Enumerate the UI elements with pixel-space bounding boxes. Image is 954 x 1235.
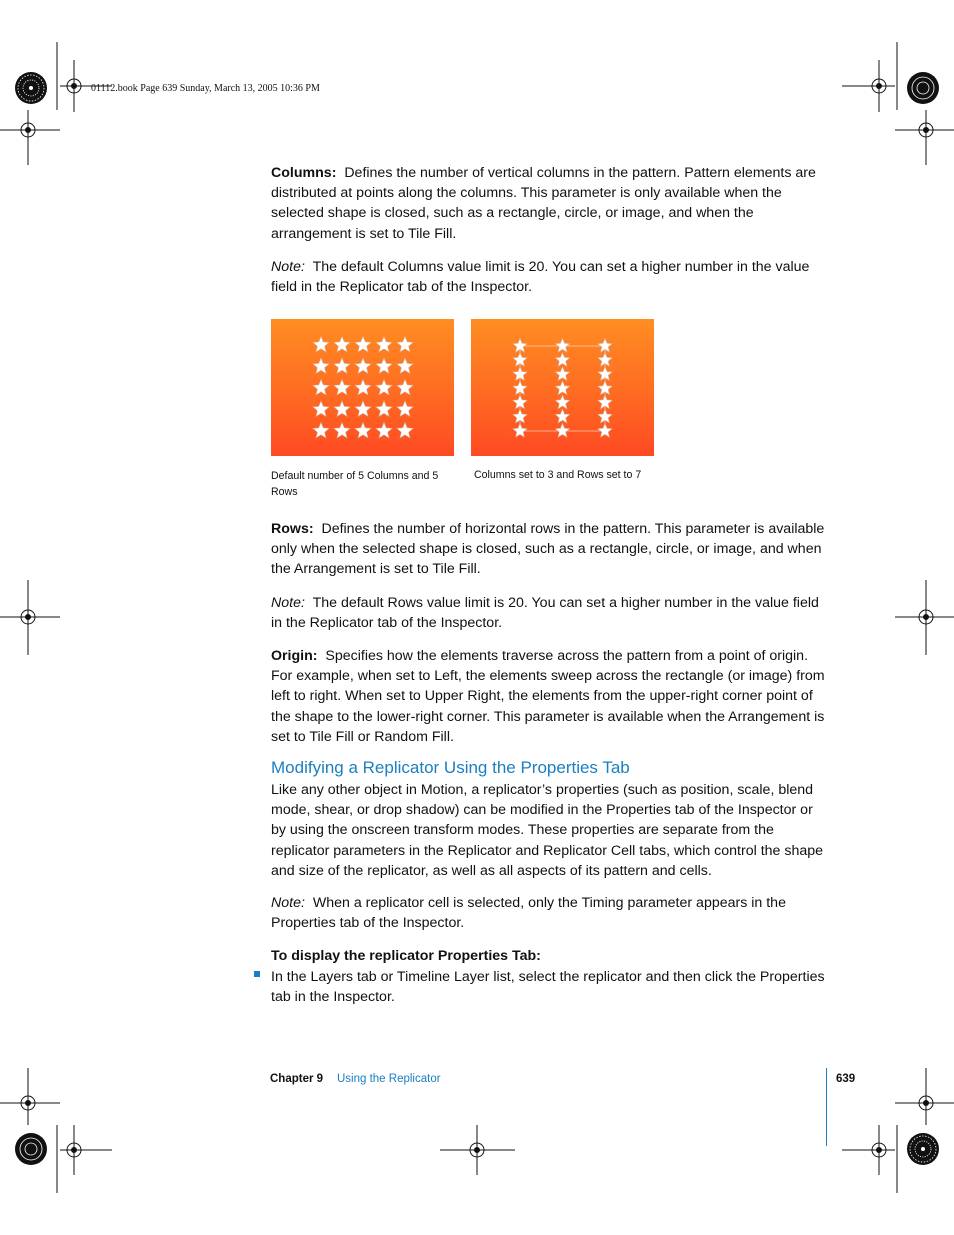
footer-chapter: Chapter 9 — [270, 1073, 324, 1085]
star-cell — [598, 424, 612, 438]
star-cell — [555, 395, 569, 409]
star-cell — [513, 424, 527, 438]
star-cell — [397, 358, 413, 373]
figure-3x7-pattern — [471, 319, 654, 456]
footer-chapter-title[interactable]: Using the Replicator — [337, 1073, 441, 1085]
rows-term: Rows: — [271, 521, 314, 537]
star-cell — [313, 337, 329, 352]
star-cell — [334, 358, 350, 373]
star-cell — [334, 337, 350, 352]
figure-caption-2: Columns set to 3 and Rows set to 7 — [474, 469, 642, 481]
note-text: The default Columns value limit is 20. You can set a higher number in the value field in the Replicator tab of the Inspector. — [271, 259, 810, 296]
star-grid-image — [471, 319, 654, 456]
print-header: 01112.book Page 639 Sunday, March 13, 2005 10:36 PM — [91, 83, 320, 94]
star-cell — [555, 353, 569, 367]
star-cell — [355, 423, 371, 438]
note-label: Note: — [271, 595, 305, 611]
columns-paragraph — [271, 163, 831, 244]
star-cell — [355, 337, 371, 352]
columns-description: Defines the number of vertical columns in the pattern. Pattern elements are distributed at points along the columns. This parameter is only available when the selected shape is closed, such as a rectangle, circle, or image, and when the arrangement is set to Tile Fill. — [271, 165, 816, 242]
rows-note — [271, 593, 831, 633]
figure-5x5-pattern — [271, 319, 454, 456]
star-cell — [376, 337, 392, 352]
star-cell — [397, 401, 413, 416]
star-cell — [397, 380, 413, 395]
star-cell — [313, 423, 329, 438]
rows-description: Defines the number of horizontal rows in the pattern. This parameter is available only when the selected shape is closed, such as a rectangle, circle, or image, and when the Arrangement is set to Tile Fill. — [271, 521, 825, 578]
footer-divider — [826, 1068, 827, 1146]
note-text: The default Rows value limit is 20. You can set a higher number in the value field in the Replicator tab of the Inspector. — [271, 595, 819, 632]
note-label: Note: — [271, 895, 305, 911]
star-cell — [376, 423, 392, 438]
star-cell — [397, 337, 413, 352]
origin-description: Specifies how the elements traverse across the pattern from a point of origin. For example, when set to Left, the elements sweep across the rectangle (or image) from left to right. When set to Upper Right, the elements from the upper-right corner point of the shape to the lower-right corner. This parameter is available when the Arrangement is set to Tile Fill or Random Fill. — [271, 648, 825, 745]
bullet-icon — [254, 971, 260, 977]
registration-burst-icon — [15, 1133, 47, 1165]
note-text: When a replicator cell is selected, only the Timing parameter appears in the Properties tab of the Inspector. — [271, 895, 786, 932]
section-heading: Modifying a Replicator Using the Properties Tab — [271, 758, 630, 777]
star-cell — [313, 401, 329, 416]
star-cell — [355, 358, 371, 373]
star-cell — [555, 381, 569, 395]
star-cell — [376, 401, 392, 416]
star-cell — [555, 367, 569, 381]
registration-burst-icon — [907, 72, 939, 104]
star-cell — [313, 380, 329, 395]
figure-caption-1: Default number of 5 Columns and 5 Rows — [271, 470, 439, 498]
rows-paragraph — [271, 519, 831, 580]
page-number: 639 — [836, 1073, 856, 1085]
star-grid-image — [271, 319, 454, 456]
section-paragraph: Like any other object in Motion, a replicator’s properties (such as position, scale, blend mode, shear, or drop shadow) can be modified in the Properties tab of the Inspector or by using the onscreen transform modes. These properties are separate from the replicator parameters in the Replicator and Replicator Cell tabs, which control the shape and size of the replicator, as well as all aspects of its pattern and cells. — [271, 782, 824, 879]
procedure-step: In the Layers tab or Timeline Layer list, select the replicator and then click the Properties tab in the Inspector. — [271, 969, 825, 1006]
star-cell — [355, 401, 371, 416]
registration-burst-icon — [15, 72, 47, 104]
star-cell — [313, 358, 329, 373]
procedure-heading-text: To display the replicator Properties Tab: — [271, 948, 541, 964]
star-cell — [555, 339, 569, 353]
star-cell — [397, 423, 413, 438]
cell-note — [271, 893, 831, 933]
registration-burst-icon — [907, 1133, 939, 1165]
columns-term: Columns: — [271, 165, 337, 181]
note-label: Note: — [271, 259, 305, 275]
star-cell — [376, 380, 392, 395]
star-cell — [555, 409, 569, 423]
origin-paragraph — [271, 646, 831, 747]
origin-term: Origin: — [271, 648, 318, 664]
procedure-heading — [271, 946, 831, 966]
star-cell — [334, 380, 350, 395]
star-cell — [334, 423, 350, 438]
star-cell — [376, 358, 392, 373]
star-cell — [334, 401, 350, 416]
star-cell — [555, 424, 569, 438]
star-cell — [355, 380, 371, 395]
columns-note — [271, 257, 831, 297]
